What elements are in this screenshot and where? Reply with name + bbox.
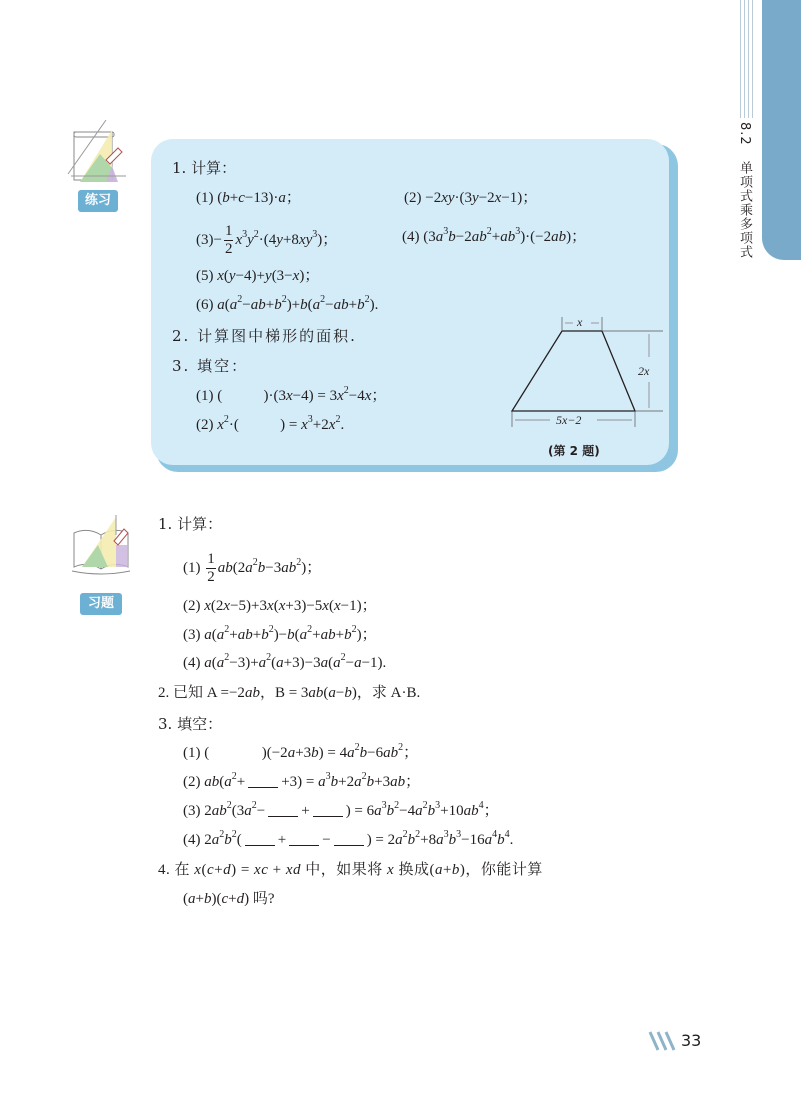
exercises-q3-item-1: (1) ( )$(-2a+3b) = 4a^2b-6ab^2$； [183,742,419,761]
side-decor-lines [738,0,756,118]
exercises-q2: 2. 已知 A =−2ab，B = 3ab(a−b)，求 A·B. [158,685,421,701]
exercises-q1-item-1: (1) $\frac{1}{2}$ $ab(2a^2b-3ab^2)$； [183,551,322,585]
exercises-q1-label: 1. 计算： [158,515,223,533]
figure-height-label: 2x [638,364,650,378]
exercises-q3-item-4: (4) $2a^2b^2$( + − ) = $2a^2b^2+8a^3b^3-16a^4b^4$. [183,829,514,848]
exercises-q3-item-3: (3) $2ab^2(3a^2-$ + ) = $6a^3b^2-4a^2b^3+10ab^4$； [183,800,499,819]
fill-blank[interactable] [334,832,364,846]
exercises-q4-line1: 4. 在 x(c+d) = xc + xd 中，如果将 x 换成(a+b)，你能计算 [158,862,543,878]
practice-q1-item-3: (3)− $\frac{1}{2}$ $x^3y^2\cdot(4y+8xy^3)$； [196,223,338,257]
fill-blank[interactable] [245,832,275,846]
exercises-q3-label: 3. 填空： [158,715,223,733]
fill-blank[interactable] [313,803,343,817]
exercises-q1-item-2: (2) x(2x−5)+3x(x+3)−5x(x−1)； [183,598,377,614]
figure-caption: (第 2 题) [548,444,600,458]
practice-q3-item-1: (1) ( )$\cdot(3x-4) = 3x^2-4x$； [196,385,387,404]
practice-icon [66,120,130,186]
fill-blank[interactable] [248,774,278,788]
practice-q2-label: 2. 计算图中梯形的面积. [172,327,357,345]
figure-bottom-label: 5x−2 [556,413,582,427]
exercises-q3-item-2: (2) $ab(a^2+ +3) = a^3b+2a^2b+3ab$； [183,771,421,790]
page-stripes-icon [648,1030,680,1052]
practice-q1-item-6: (6) $a(a^2-ab+b^2)+b(a^2-ab+b^2)$. [196,294,379,313]
exercises-q1-item-4: (4) $a(a^2-3)+a^2(a+3)-3a(a^2-a-1)$. [183,652,387,671]
section-number: 8.2 [737,122,752,146]
practice-q3-label: 3. 填空： [172,357,249,375]
section-title: 单项式乘多项式 [737,160,752,259]
figure-top-label: x [577,315,583,329]
practice-q3-item-2: (2) $x^2\cdot$( ) = $x^3+2x^2$. [196,414,345,433]
practice-q1-item-4: (4) $(3a^3b-2ab^2+ab^3)\cdot(-2ab)$； [402,226,587,245]
exercises-q1-item-3: (3) $a(a^2+ab+b^2)-b(a^2+ab+b^2)$； [183,624,377,643]
practice-badge: 练习 [78,190,118,212]
exercises-badge: 习题 [80,593,122,615]
fill-blank[interactable] [268,803,298,817]
practice-q1-item-2: (2) −2xy·(3y−2x−1)； [404,190,538,206]
practice-q1-label: 1. 计算： [172,159,237,177]
fill-blank[interactable] [289,832,319,846]
exercises-icon [68,515,134,577]
practice-q1-item-1: (1) (b+c−13)·a； [196,190,301,206]
exercises-q4-line2: (a+b)(c+d) 吗? [183,891,275,907]
section-heading [734,122,754,259]
chapter-side-tab [762,0,801,260]
practice-q1-item-5: (5) x(y−4)+y(3−x)； [196,268,320,284]
page-number: 33 [681,1031,702,1050]
